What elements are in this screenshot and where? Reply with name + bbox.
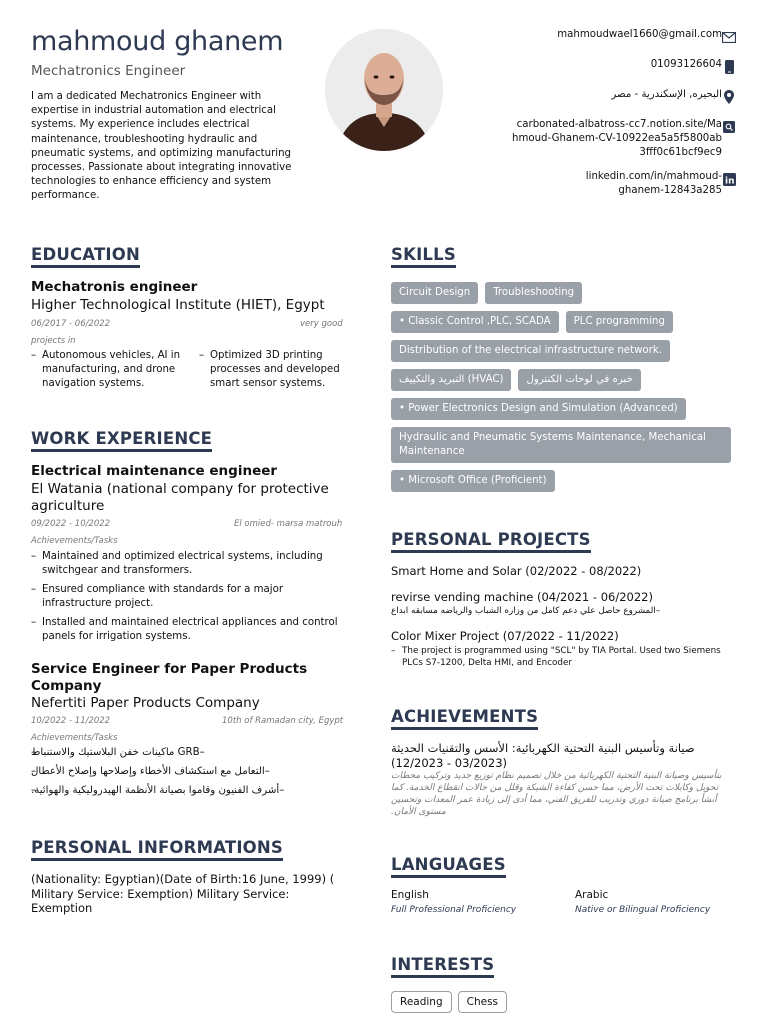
- education-projects-label: projects in: [31, 336, 76, 346]
- education-dates: 06/2017 - 06/2022: [31, 319, 111, 329]
- personal-info-text: (Nationality: Egyptian)(Date of Birth:16 June, 1999) ( Military Service: Exemption) Military Service: Exemption: [31, 872, 335, 915]
- job-2-company: Nefertiti Paper Products Company: [31, 695, 260, 711]
- language-2-name: Arabic: [575, 889, 609, 901]
- language-1-level: Full Professional Proficiency: [391, 905, 517, 915]
- contact-address: [496, 88, 736, 102]
- achievement-desc: بتأسيس وصيانة البنية التحتية الكهربائية من خلال تصميم نظام توزيع جديد وتركيب محطات تحويل وكابلات تحت الأرض، مما حسن كفاءة الشبكة وقلل من حالات انقطاع الخدمة. كما أنشأ برنامج صيانة دوري وتدريب للفريق الفني، مما أدى إلى زيادة عمر المعدات وتحسين مستوى الأمان.: [391, 771, 722, 817]
- job-title: Mechatronics Engineer: [31, 63, 186, 79]
- skill-tag: • Classic Control ,PLC, SCADA: [391, 311, 559, 333]
- personal-info-heading: PERSONAL INFORMATIONS: [31, 838, 283, 857]
- education-grade: very good: [300, 319, 343, 329]
- project-3-desc-text: The project is programmed using "SCL" by TIA Portal. Used two Siemens PLCs S7-1200, Delta HMI, and Encoder: [402, 646, 721, 668]
- education-heading: EDUCATION: [31, 245, 140, 264]
- list-item: – Maintained and optimized electrical systems, including switchgear and transformers.: [31, 550, 346, 578]
- interest-tag: Chess: [458, 991, 507, 1013]
- contact-phone-text[interactable]: 01093126604: [650, 59, 722, 70]
- list-item: – Optimized 3D printing processes and developed smart sensor systems.: [199, 349, 349, 391]
- candidate-name: mahmoud ghanem: [31, 26, 284, 57]
- skill-tag: PLC programming: [566, 311, 673, 333]
- project-2-desc: –المشروع حاصل علي دعم كامل من وزاره الشباب والرياضه مسابقه ابداع: [391, 606, 661, 616]
- job-1-bullets: [31, 550, 346, 649]
- contact-linkedin[interactable]: [496, 170, 736, 198]
- interests-heading: INTERESTS: [391, 955, 495, 974]
- language-1-name: English: [391, 889, 429, 901]
- job-1-label: Achievements/Tasks: [31, 536, 118, 546]
- list-item: – –التعامل مع استكشاف الأخطاء وإصلاحها وإصلاح الأعطال: [31, 765, 346, 779]
- link-icon: [722, 120, 736, 134]
- profile-photo: [325, 29, 443, 151]
- skill-tag: • Power Electronics Design and Simulation (Advanced): [391, 398, 686, 420]
- phone-icon: [722, 60, 736, 74]
- achievement-title: صيانة وتأسيس البنية التحتية الكهربائية: الأسس والتقنيات الحديثة (03/2023 - 12/2023): [391, 741, 695, 770]
- skill-tag: Troubleshooting: [485, 282, 582, 304]
- job-2-dates: 10/2022 - 11/2022: [31, 716, 111, 726]
- language-2-level: Native or Bilingual Proficiency: [575, 905, 711, 915]
- skill-tag: • Microsoft Office (Proficient): [391, 470, 555, 492]
- envelope-icon: [722, 30, 736, 44]
- linkedin-icon: [722, 172, 736, 186]
- education-project-list-1: [31, 349, 181, 396]
- job-1-company: El Watania (national company for protective agriculture: [31, 481, 329, 514]
- job-2-bullets: [31, 746, 346, 803]
- list-item: – Ensured compliance with standards for a major infrastructure project.: [31, 583, 346, 611]
- projects-heading: PERSONAL PROJECTS: [391, 530, 591, 549]
- education-project-list-2: [199, 349, 349, 396]
- achievements-heading: ACHIEVEMENTS: [391, 707, 539, 726]
- languages-heading: LANGUAGES: [391, 855, 506, 874]
- job-2-location: 10th of Ramadan city, Egypt: [222, 716, 344, 726]
- work-heading: WORK EXPERIENCE: [31, 429, 213, 448]
- contact-address-text: البحيره, الإسكندرية - مصر: [611, 89, 722, 100]
- bullet-text: GRB ماكينات خفن البلاستيك والاستنباط: [31, 747, 200, 758]
- interests-list: [391, 991, 507, 1013]
- bullet-text: التعامل مع استكشاف الأخطاء وإصلاحها وإصلاح الأعطال: [31, 766, 265, 777]
- contact-phone[interactable]: [496, 58, 736, 72]
- job-2-title: Service Engineer for Paper Products Company: [31, 661, 308, 694]
- profile-summary: I am a dedicated Mechatronics Engineer with expertise in industrial automation and electrical systems. My experience includes electrical maintenance, troubleshooting hydraulic and pneumatic systems, and optimizing manufacturing processes. Passionate about integrating innovative technologies to enhance efficiency and system performance.: [31, 91, 292, 202]
- contact-website-text[interactable]: carbonated-albatross-cc7.notion.site/Mahmoud-Ghanem-CV-10922ea5a5f5800ab3fff0c61bcf9ec9: [511, 119, 722, 158]
- job-1-dates: 09/2022 - 10/2022: [31, 519, 111, 529]
- project-2-desc-text: المشروع حاصل علي دعم كامل من وزاره الشباب والرياضه مسابقه ابداع: [391, 606, 656, 616]
- education-degree: Mechatronis engineer: [31, 279, 198, 295]
- contact-email[interactable]: [496, 28, 736, 42]
- skill-tag: Distribution of the electrical infrastructure network.: [391, 340, 670, 362]
- project-3-desc: – The project is programmed using "SCL" by TIA Portal. Used two Siemens PLCs S7-1200, Delta HMI, and Encoder: [391, 646, 721, 668]
- list-item: – Autonomous vehicles, AI in manufacturing, and drone navigation systems.: [31, 349, 181, 391]
- person-portrait-icon: [325, 29, 443, 151]
- list-item: – –أشرف الفنيون وقاموا بصيانة الأنظمة الهيدروليكية والهوائية.: [31, 784, 346, 798]
- project-1-title: Smart Home and Solar (02/2022 - 08/2022): [391, 564, 642, 578]
- skill-tag: خبره في لوحات الكنترول: [518, 369, 640, 391]
- job-1-location: El omied- marsa matrouh: [234, 519, 343, 529]
- svg-text:in: in: [724, 176, 734, 186]
- interest-tag: Reading: [391, 991, 452, 1013]
- skills-tag-list: [391, 282, 736, 492]
- job-2-label: Achievements/Tasks: [31, 733, 118, 743]
- bullet-text: أشرف الفنيون وقاموا بصيانة الأنظمة الهيدروليكية والهوائية.: [31, 785, 280, 796]
- project-2-title: revirse vending machine (04/2021 - 06/2022): [391, 590, 653, 604]
- contact-list: [496, 28, 736, 198]
- list-item: – Installed and maintained electrical appliances and control panels for irrigation systems.: [31, 616, 346, 644]
- contact-linkedin-text[interactable]: linkedin.com/in/mahmoud-ghanem-12843a285: [585, 171, 722, 196]
- skills-heading: SKILLS: [391, 245, 456, 264]
- project-3-title: Color Mixer Project (07/2022 - 11/2022): [391, 629, 619, 643]
- list-item: – –GRB ماكينات خفن البلاستيك والاستنباط: [31, 746, 346, 760]
- skill-tag: Circuit Design: [391, 282, 478, 304]
- job-1-title: Electrical maintenance engineer: [31, 463, 278, 479]
- skill-tag: Hydraulic and Pneumatic Systems Maintenance, Mechanical Maintenance: [391, 427, 731, 463]
- location-pin-icon: [722, 90, 736, 104]
- education-school: Higher Technological Institute (HIET), Egypt: [31, 297, 325, 313]
- contact-website[interactable]: [496, 118, 736, 160]
- contact-email-text[interactable]: mahmoudwael1660@gmail.com: [557, 29, 722, 40]
- skill-tag: التبريد والتكييف (HVAC): [391, 369, 511, 391]
